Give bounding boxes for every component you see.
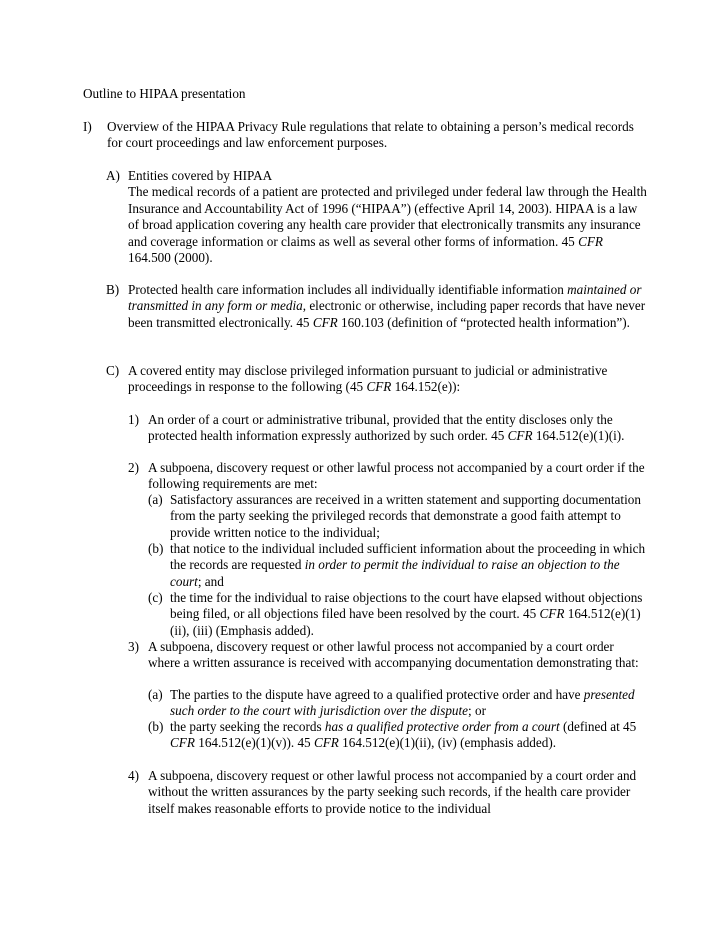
item-4-marker: 4)	[128, 768, 139, 783]
cfr-citation: CFR	[170, 735, 195, 751]
section-a-body	[128, 184, 648, 266]
section-b-part3: 160.103 (definition of “protected health information”).	[337, 314, 630, 330]
item-2b-emphasis: in order to permit the individual to raise an objection to the court	[170, 557, 620, 589]
section-c-part2: 164.152(e)):	[391, 379, 461, 395]
item-3a-emphasis: presented such order to the court with jurisdiction over the dispute	[170, 687, 635, 719]
item-2c-marker: (c)	[148, 590, 163, 605]
cfr-citation: CFR	[539, 606, 565, 622]
item-2c-part1: the time for the individual to raise objections to the court have elapsed without objections being filed, or all objections filed have been resolved by the court. 45	[170, 590, 643, 622]
item-3b-part3: 164.512(e)(1)(v)). 45	[194, 735, 314, 751]
section-b-text	[128, 282, 648, 331]
item-3a-part2: ; or	[468, 703, 486, 719]
section-i-text: Overview of the HIPAA Privacy Rule regulations that relate to obtaining a person’s medical records for court proceedings and law enforcement purposes.	[107, 119, 634, 151]
section-a-cite-tail: 164.500 (2000).	[128, 250, 213, 266]
item-2c-part2: 164.512(e)(1)(ii), (iii) (Emphasis added).	[170, 606, 641, 638]
section-c-text	[128, 363, 648, 396]
section-b-part1: Protected health care information includes all individually identifiable information	[128, 282, 568, 297]
item-1-part2: 164.512(e)(1)(i).	[532, 428, 625, 444]
item-3-text: A subpoena, discovery request or other lawful process not accompanied by a court order where a written assurance is received with accompanying documentation demonstrating that:	[148, 639, 639, 671]
cfr-citation: CFR	[366, 379, 392, 395]
item-2-text: A subpoena, discovery request or other lawful process not accompanied by a court order if the following requirements are met:	[148, 460, 645, 492]
item-3a-part1: The parties to the dispute have agreed to a qualified protective order and have	[170, 687, 584, 702]
cfr-citation: CFR	[313, 735, 339, 751]
section-b-marker: B)	[106, 282, 120, 297]
item-1-text	[148, 412, 648, 445]
item-3a-text	[170, 687, 650, 720]
item-3a-marker: (a)	[148, 687, 163, 702]
section-a-heading: Entities covered by HIPAA	[128, 168, 273, 183]
cfr-citation: CFR	[312, 314, 338, 330]
item-1-marker: 1)	[128, 412, 139, 427]
cfr-citation: CFR	[507, 428, 533, 444]
item-3b-part1: the party seeking the records	[170, 719, 325, 734]
page-title: Outline to HIPAA presentation	[83, 86, 246, 101]
section-b-part2: , electronic or otherwise, including paper records that have never been transmitted electronically. 45	[128, 298, 646, 330]
item-3-marker: 3)	[128, 639, 139, 654]
section-b-emphasis: maintained or transmitted in any form or media	[128, 282, 642, 314]
item-2c-text	[170, 590, 650, 639]
item-2b-part2: ; and	[197, 573, 224, 589]
section-i-marker: I)	[83, 119, 92, 134]
item-3b-marker: (b)	[148, 719, 164, 734]
item-2-marker: 2)	[128, 460, 139, 475]
item-2a-text: Satisfactory assurances are received in a written statement and supporting documentation from the party seeking the privileged records that demonstrate a good faith attempt to provide written notice to the individual;	[170, 492, 641, 540]
item-2b-marker: (b)	[148, 541, 164, 556]
item-2b-text	[170, 541, 650, 590]
cfr-citation: CFR	[578, 233, 603, 249]
item-3b-emphasis: has a qualified protective order from a court	[324, 719, 560, 734]
item-1-part1: An order of a court or administrative tribunal, provided that the entity discloses only the protected health information expressly authorized by such order. 45	[148, 412, 613, 444]
item-4-text: A subpoena, discovery request or other lawful process not accompanied by a court order and without the written assurances by the party seeking such records, if the health care provider itself makes reasonable efforts to provide notice to the individual	[148, 768, 637, 816]
section-c-marker: C)	[106, 363, 120, 378]
section-a-body-text: The medical records of a patient are protected and privileged under federal law through the Health Insurance and Accountability Act of 1996 (“HIPAA”) (effective April 14, 2003). HIPAA is a law of broad application covering any health care provider that electronically transmits any insurance and coverage information or claims as well as several other forms of information. 45	[128, 184, 647, 249]
item-2b-part1: that notice to the individual included sufficient information about the proceeding in which the records are requested	[170, 541, 646, 573]
item-2a-marker: (a)	[148, 492, 163, 507]
section-a	[128, 168, 648, 266]
item-3b-text	[170, 719, 650, 752]
item-3b-part2: (defined at 45	[559, 719, 637, 734]
section-a-marker: A)	[106, 168, 120, 183]
item-3b-part4: 164.512(e)(1)(ii), (iv) (emphasis added).	[338, 735, 557, 751]
section-c-part1: A covered entity may disclose privileged information pursuant to judicial or administrative proceedings in response to the following (45	[128, 363, 608, 395]
